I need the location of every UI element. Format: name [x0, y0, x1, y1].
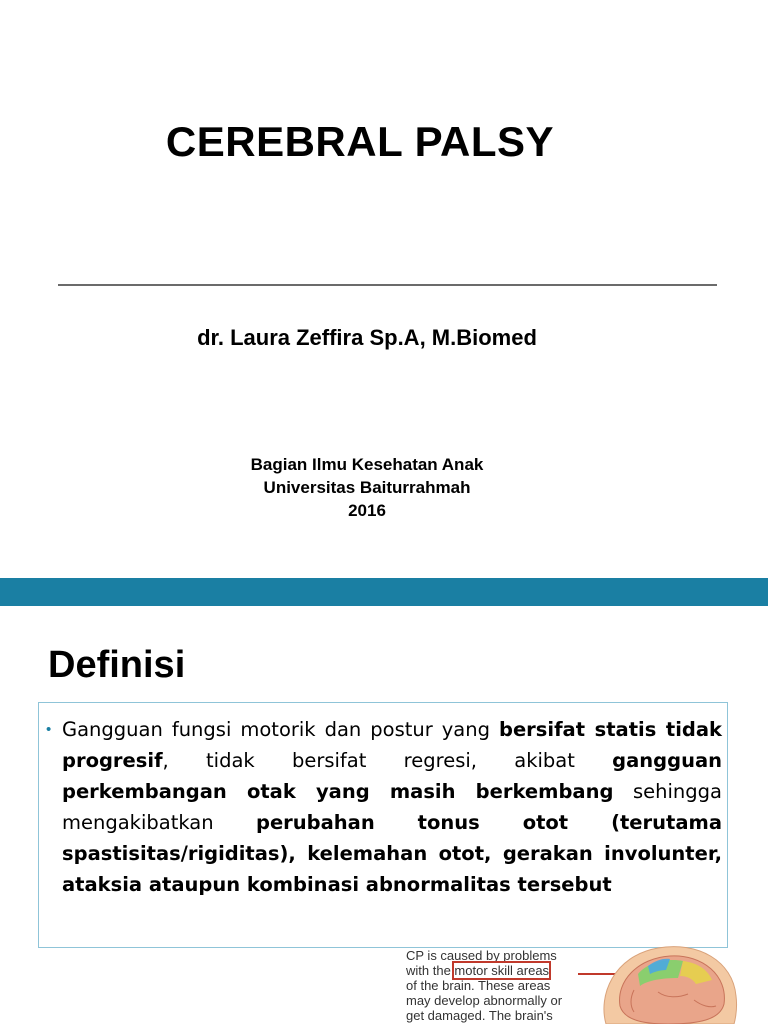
caption-line-2-pre: with the — [406, 963, 455, 978]
brain-illustration — [398, 936, 768, 1024]
affiliation-block — [0, 453, 734, 522]
caption-line-5: get damaged. The brain's — [406, 1008, 553, 1023]
author-name: dr. Laura Zeffira Sp.A, M.Biomed — [197, 325, 537, 350]
caption-line-4: may develop abnormally or — [406, 993, 563, 1008]
def-text-3: sehingga mengakibatkan — [62, 780, 722, 834]
title-divider — [58, 284, 717, 286]
caption-highlight: motor skill areas — [454, 963, 550, 978]
definition-bullet — [46, 714, 722, 900]
slide-separator-band — [0, 578, 768, 606]
def-bold-3: perubahan tonus otot (terutama spastisitas/rigiditas), kelemahan otot, gerakan involunter, ataksia ataupun kombinasi abnormalitas tersebut — [62, 811, 722, 896]
definition-text — [62, 714, 722, 900]
caption-line-1: CP is caused by problems — [406, 948, 557, 963]
affiliation-department: Bagian Ilmu Kesehatan Anak — [250, 455, 484, 474]
caption-line-3: of the brain. These areas — [406, 978, 551, 993]
slide-title: CEREBRAL PALSY — [165, 118, 555, 165]
def-text-2: , tidak bersifat regresi, akibat — [162, 749, 613, 772]
affiliation-year: 2016 — [348, 501, 386, 520]
def-bold-1: bersifat statis tidak progresif — [62, 718, 722, 772]
bullet-dot-icon: • — [46, 721, 52, 738]
definition-slide — [0, 606, 768, 1024]
definition-title: Definisi — [48, 644, 186, 686]
def-bold-2: gangguan perkembangan otak yang masih berkembang — [62, 749, 722, 803]
affiliation-university: Universitas Baiturrahmah — [263, 478, 471, 497]
brain-figure — [398, 936, 768, 1024]
def-text-1: Gangguan fungsi motorik dan postur yang — [62, 718, 499, 741]
